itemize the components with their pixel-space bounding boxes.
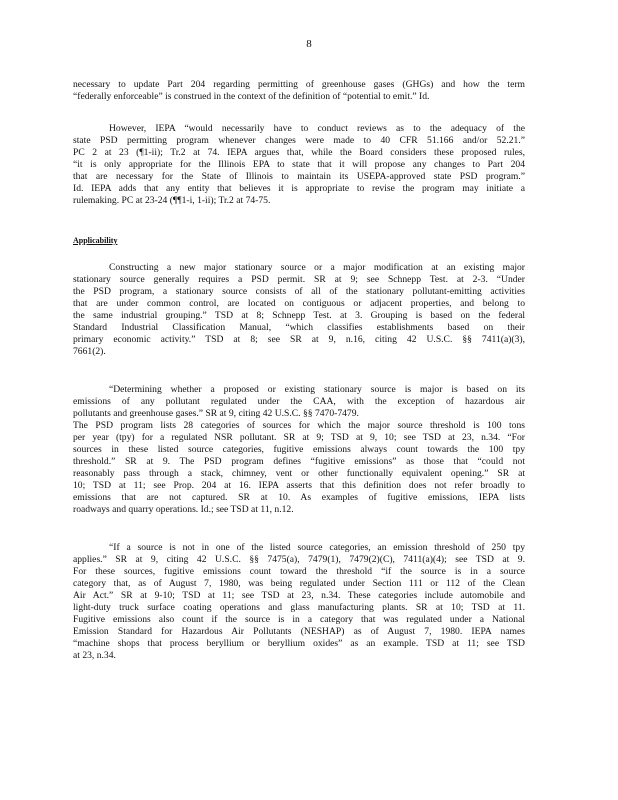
text-line: sources in these listed source categories, fugitive emissions always count towards the 100 tpy	[73, 444, 525, 455]
text-line: state PSD permitting program whenever changes were made to 40 CFR 51.166 and/or 52.21.”	[73, 135, 525, 146]
text-line: that are necessary for the State of Illinois to maintain its USEPA-approved state PSD program.”	[73, 171, 525, 182]
text-line: 10; TSD at 11; see Prop. 204 at 16. IEPA asserts that this definition does not refer broadly to	[73, 480, 525, 491]
text-line: reasonably pass through a stack, chimney, vent or other functionally equivalent opening.” SR at	[73, 468, 525, 479]
text-line: emissions that are not captured. SR at 10. As examples of fugitive emissions, IEPA lists	[73, 492, 525, 503]
text-line: category that, as of August 7, 1980, was being regulated under Section 111 or 112 of the Clean	[73, 578, 525, 589]
text-line: “federally enforceable” is construed in the context of the definition of “potential to emit.” Id.	[73, 91, 430, 102]
text-line: Standard Industrial Classification Manual, “which classifies establishments based on their	[73, 322, 525, 333]
text-line: per year (tpy) for a regulated NSR pollutant. SR at 9; TSD at 9, 10; see TSD at 23, n.34. “For	[73, 432, 525, 443]
text-line: However, IEPA “would necessarily have to conduct reviews as to the adequacy of the	[109, 123, 525, 134]
text-line: For these sources, fugitive emissions count toward the threshold “if the source is in a source	[73, 566, 525, 577]
text-line: Id. IEPA adds that any entity that believes it is appropriate to revise the program may initiate a	[73, 183, 525, 194]
text-line: pollutants and greenhouse gases.” SR at 9, citing 42 U.S.C. §§ 7470-7479.	[73, 408, 359, 419]
text-line: “it is only appropriate for the Illinois EPA to state that it will propose any changes to Part 204	[73, 159, 525, 170]
text-line: PC 2 at 23 (¶1-ii); Tr.2 at 74. IEPA argues that, while the Board considers these proposed rules,	[73, 147, 525, 158]
text-line: threshold.” SR at 9. The PSD program defines “fugitive emissions” as those that “could not	[73, 456, 525, 467]
text-line: applies.” SR at 9, citing 42 U.S.C. §§ 7475(a), 7479(1), 7479(2)(C), 7411(a)(4); see TSD at 9.	[73, 554, 525, 565]
text-line: “machine shops that process beryllium or beryllium oxides” as an example. TSD at 11; see TSD	[73, 638, 525, 649]
text-line: “Determining whether a proposed or existing stationary source is major is based on its	[109, 384, 525, 395]
text-line: stationary source generally requires a PSD permit. SR at 9; see Schnepp Test. at 2-3. “Under	[73, 274, 525, 285]
text-line: roadways and quarry operations. Id.; see TSD at 11, n.12.	[73, 504, 294, 515]
text-line: at 23, n.34.	[73, 650, 116, 661]
text-line: “If a source is not in one of the listed source categories, an emission threshold of 250 tpy	[109, 542, 525, 553]
text-line: Fugitive emissions also count if the source is in a category that was regulated under a National	[73, 614, 525, 625]
section-heading: Applicability	[73, 236, 118, 245]
page-number: 8	[306, 38, 312, 50]
text-line: Air Act.” SR at 9-10; TSD at 11; see TSD at 23, n.34. These categories include automobile and	[73, 590, 525, 601]
text-line: Constructing a new major stationary source or a major modification at an existing major	[109, 262, 525, 273]
text-line: that are under common control, are located on contiguous or adjacent properties, and belong to	[73, 298, 525, 309]
text-line: the PSD program, a stationary source consists of all of the stationary pollutant-emitting activities	[73, 286, 525, 297]
text-line: necessary to update Part 204 regarding permitting of greenhouse gases (GHGs) and how the term	[73, 79, 525, 90]
text-line: The PSD program lists 28 categories of sources for which the major source threshold is 100 tons	[73, 420, 525, 431]
text-line: light-duty truck surface coating operations and glass manufacturing plants. SR at 10; TSD at 11.	[73, 602, 525, 613]
text-line: Emission Standard for Hazardous Air Pollutants (NESHAP) as of August 7, 1980. IEPA names	[73, 626, 525, 637]
text-line: rulemaking. PC at 23-24 (¶¶1-i, 1-ii); Tr.2 at 74-75.	[73, 195, 271, 206]
text-line: emissions of any pollutant regulated under the CAA, with the exception of hazardous air	[73, 396, 525, 407]
text-line: primary economic activity.” TSD at 8; see SR at 9, n.16, citing 42 U.S.C. §§ 7411(a)(3),	[73, 334, 525, 345]
text-line: the same industrial grouping.” TSD at 8; Schnepp Test. at 3. Grouping is based on the federal	[73, 310, 525, 321]
text-line: 7661(2).	[73, 346, 106, 357]
